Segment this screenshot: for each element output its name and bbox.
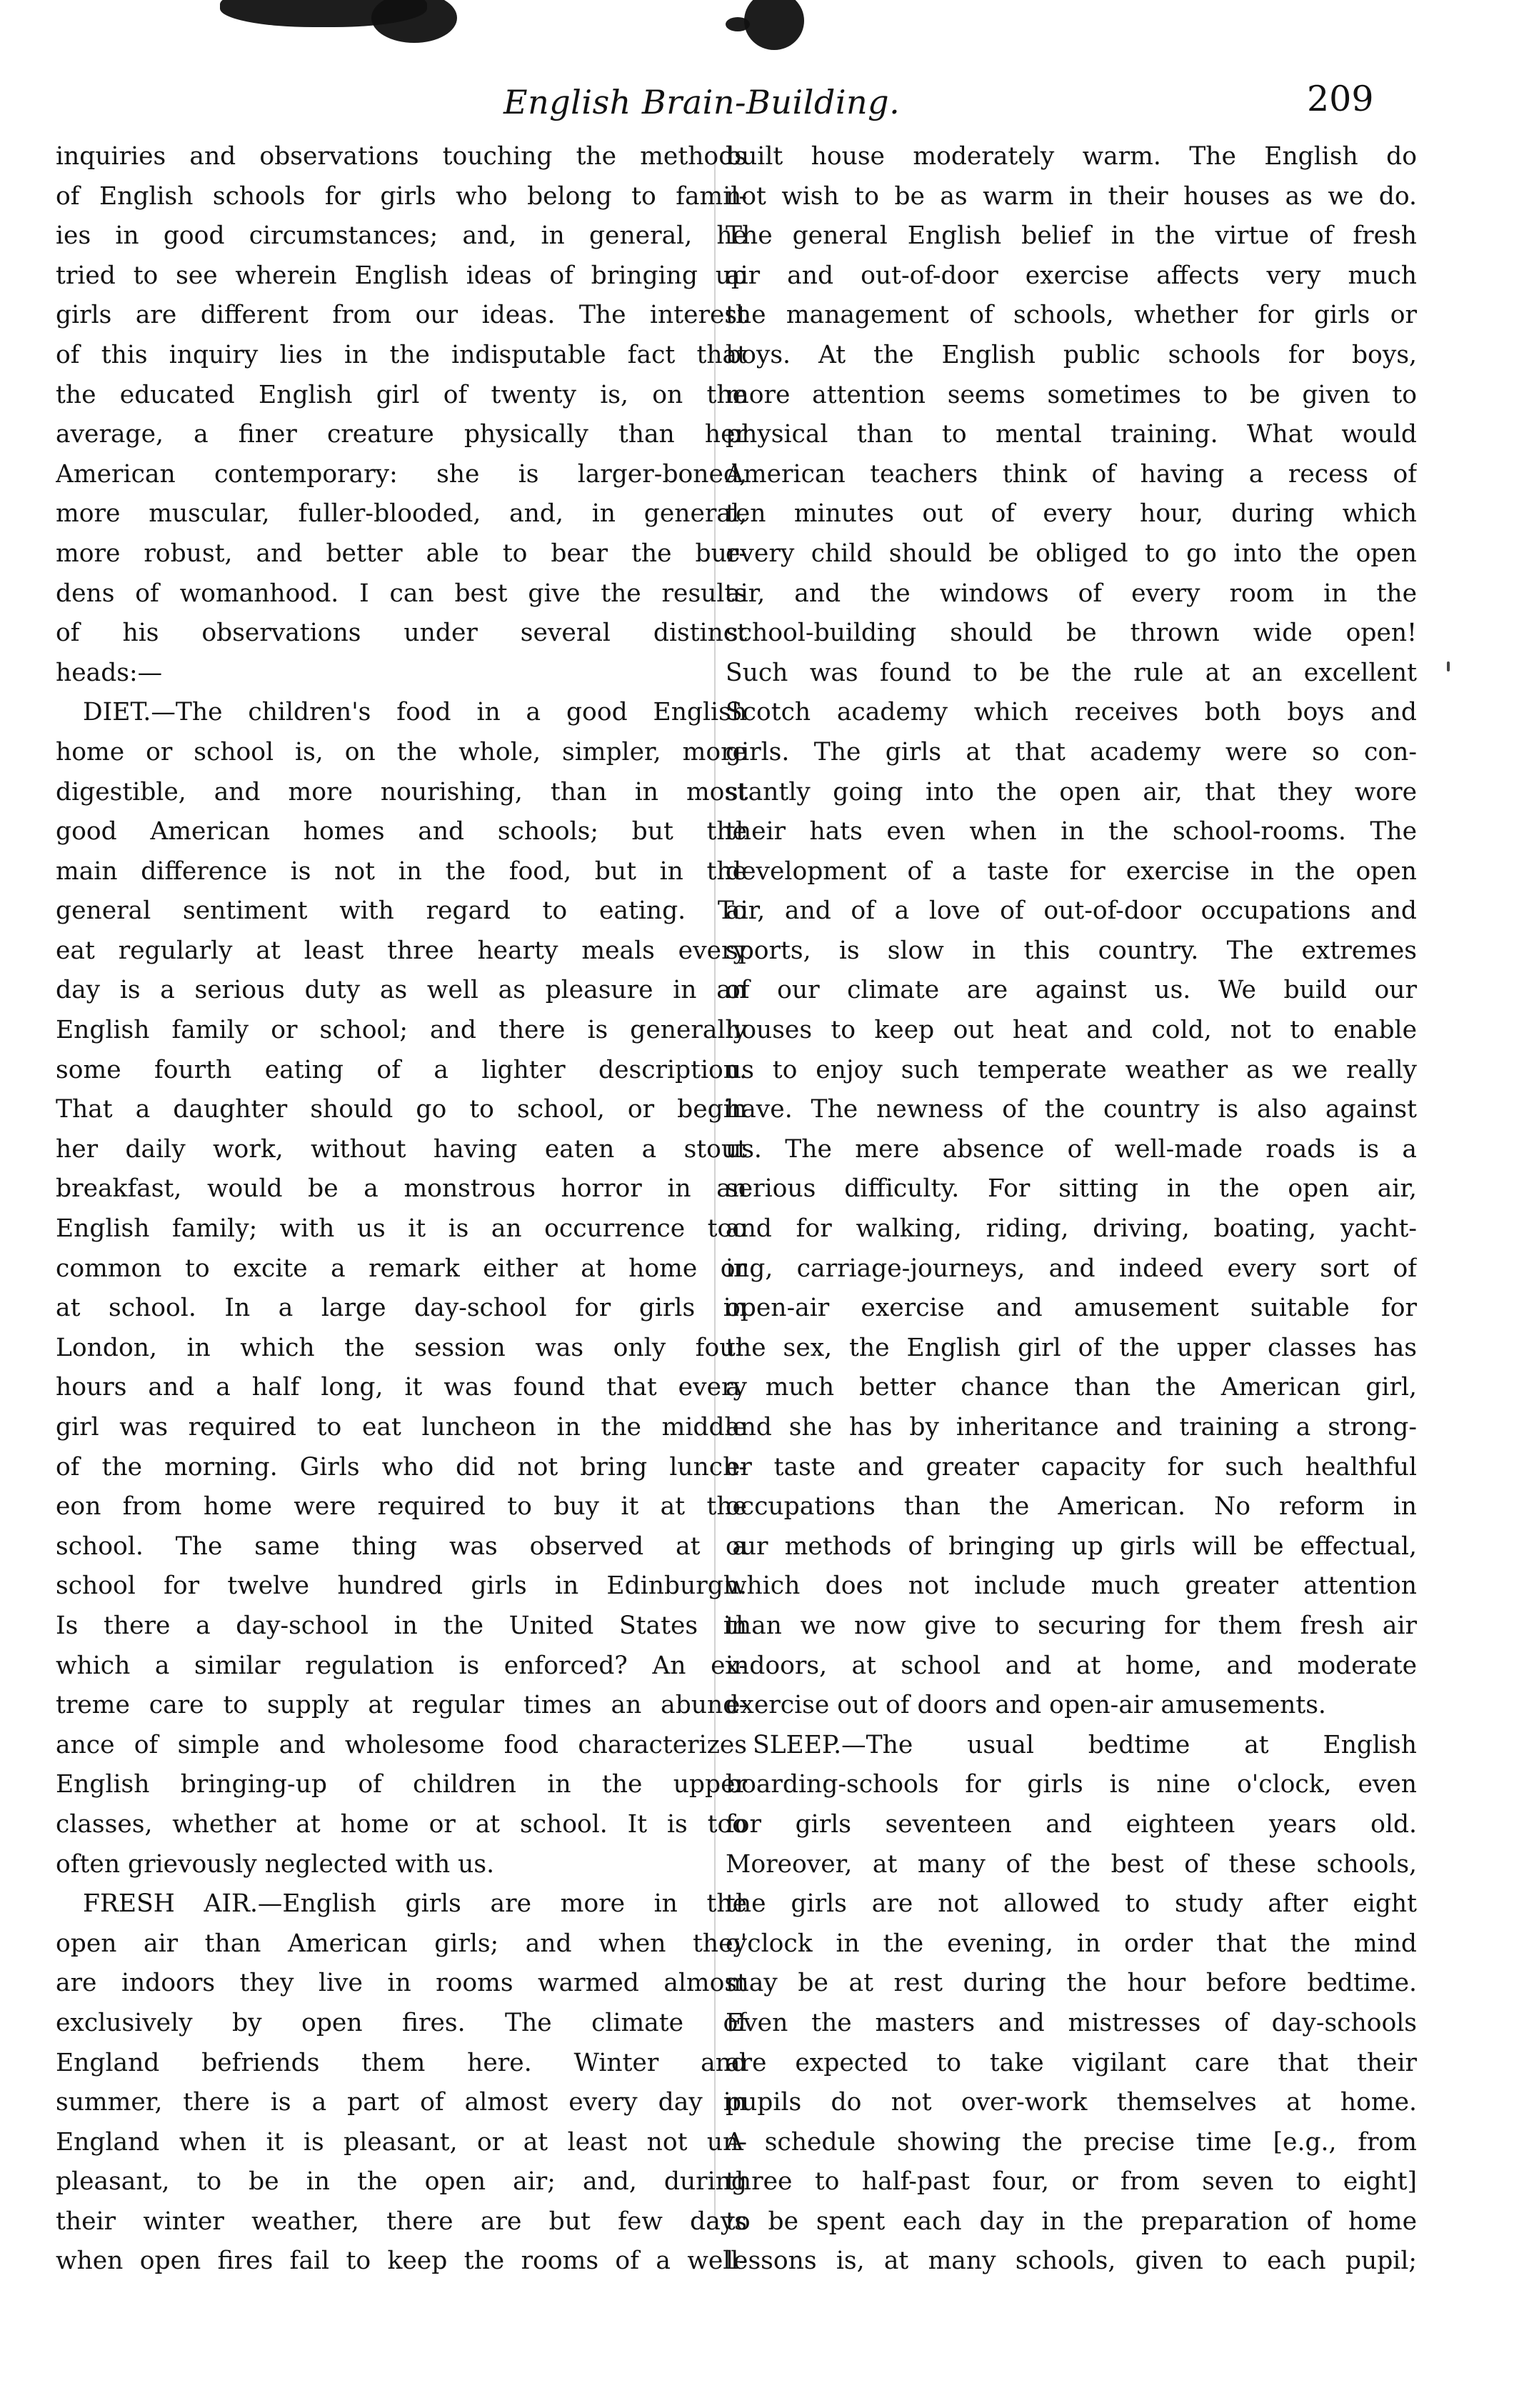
running-head: English Brain-Building. bbox=[503, 83, 901, 121]
text-line: open air than American girls; and when they bbox=[56, 1929, 747, 1958]
text-line: treme care to supply at regular times an abund- bbox=[56, 1691, 747, 1720]
text-line: and she has by inheritance and training a strong- bbox=[726, 1413, 1417, 1442]
text-line: her daily work, without having eaten a stout bbox=[56, 1134, 747, 1164]
text-line: pleasant, to be in the open air; and, during bbox=[56, 2167, 747, 2197]
text-line: for girls seventeen and eighteen years old. bbox=[726, 1809, 1417, 1839]
text-line: school. The same thing was observed at a bbox=[56, 1532, 747, 1561]
text-line: stantly going into the open air, that they wore bbox=[726, 777, 1417, 806]
text-line: physical than to mental training. What would bbox=[726, 420, 1417, 449]
scan-smudge bbox=[371, 0, 457, 43]
text-line: er taste and greater capacity for such healthful bbox=[726, 1452, 1417, 1482]
text-line: England befriends them here. Winter and bbox=[56, 2048, 747, 2077]
text-line: have. The newness of the country is also against bbox=[726, 1095, 1417, 1124]
text-line: summer, there is a part of almost every day in bbox=[56, 2088, 747, 2117]
text-line: often grievously neglected with us. bbox=[56, 1849, 495, 1879]
text-line: indoors, at school and at home, and moderate bbox=[726, 1651, 1417, 1680]
text-line: good American homes and schools; but the bbox=[56, 817, 747, 846]
text-line: more attention seems sometimes to be given to bbox=[726, 380, 1417, 409]
text-line: us. The mere absence of well-made roads is a bbox=[726, 1134, 1417, 1164]
paragraph-diet-start: DIET.—The children's food in a good English bbox=[83, 698, 747, 727]
text-line: some fourth eating of a lighter description. bbox=[56, 1055, 747, 1084]
text-line: serious difficulty. For sitting in the open air, bbox=[726, 1174, 1417, 1204]
text-line: our methods of bringing up girls will be effectual, bbox=[726, 1532, 1417, 1561]
text-line: boarding-schools for girls is nine o'clock, even bbox=[726, 1770, 1417, 1799]
text-line: are expected to take vigilant care that their bbox=[726, 2048, 1417, 2077]
text-line: the sex, the English girl of the upper classes has bbox=[726, 1333, 1417, 1362]
text-line: hours and a half long, it was found that every bbox=[56, 1373, 747, 1402]
text-line: ies in good circumstances; and, in general, he bbox=[56, 221, 747, 251]
text-line: exercise out of doors and open-air amusements. bbox=[726, 1691, 1326, 1720]
text-line: three to half-past four, or from seven to eight] bbox=[726, 2167, 1417, 2197]
text-line: pupils do not over-work themselves at home. bbox=[726, 2088, 1417, 2117]
text-line: Moreover, at many of the best of these schools, bbox=[726, 1849, 1417, 1879]
text-line: air and out-of-door exercise affects very much bbox=[726, 261, 1417, 290]
text-line: boys. At the English public schools for boys, bbox=[726, 340, 1417, 369]
text-line: eat regularly at least three hearty meals every bbox=[56, 936, 747, 965]
text-line: occupations than the American. No reform in bbox=[726, 1492, 1417, 1522]
text-line: ing, carriage-journeys, and indeed every sort of bbox=[726, 1254, 1417, 1283]
text-line: the girls are not allowed to study after eight bbox=[726, 1889, 1417, 1919]
text-line: English family; with us it is an occurrence too bbox=[56, 1214, 747, 1244]
text-line: girl was required to eat luncheon in the middle bbox=[56, 1413, 747, 1442]
text-line: eon from home were required to buy it at the bbox=[56, 1492, 747, 1522]
text-line: heads:— bbox=[56, 658, 163, 687]
text-line: Such was found to be the rule at an excellent bbox=[726, 658, 1417, 687]
text-line: American contemporary: she is larger-boned, bbox=[56, 459, 747, 489]
text-line: main difference is not in the food, but in the bbox=[56, 856, 747, 886]
text-line: at school. In a large day-school for girls in bbox=[56, 1294, 747, 1323]
text-line: may be at rest during the hour before bedtime. bbox=[726, 1969, 1417, 1998]
text-line: ance of simple and wholesome food characterizes bbox=[56, 1730, 747, 1759]
text-line: of English schools for girls who belong to famil- bbox=[56, 181, 747, 211]
text-line: built house moderately warm. The English do bbox=[726, 142, 1417, 171]
text-line: England when it is pleasant, or at least not un- bbox=[56, 2127, 747, 2157]
text-line: English bringing-up of children in the upper bbox=[56, 1770, 747, 1799]
text-line: the management of schools, whether for girls or bbox=[726, 301, 1417, 330]
text-line: more muscular, fuller-blooded, and, in general, bbox=[56, 499, 747, 529]
text-line: and for walking, riding, driving, boating, yacht- bbox=[726, 1214, 1417, 1244]
text-line: not wish to be as warm in their houses as we do. bbox=[726, 181, 1417, 211]
text-line: school for twelve hundred girls in Edinburgh. bbox=[56, 1572, 747, 1601]
text-line: more robust, and better able to bear the bur- bbox=[56, 539, 747, 568]
text-line: air, and the windows of every room in the bbox=[726, 579, 1417, 608]
text-line: school-building should be thrown wide open! bbox=[726, 619, 1417, 648]
text-line: home or school is, on the whole, simpler, more bbox=[56, 737, 747, 766]
paragraph-sleep-start: SLEEP.—The usual bedtime at English bbox=[753, 1730, 1417, 1759]
text-line: American teachers think of having a recess of bbox=[726, 459, 1417, 489]
text-line: to be spent each day in the preparation of home bbox=[726, 2207, 1417, 2236]
text-line: us to enjoy such temperate weather as we really bbox=[726, 1055, 1417, 1084]
text-line: That a daughter should go to school, or begin bbox=[56, 1095, 747, 1124]
text-line: the educated English girl of twenty is, on the bbox=[56, 380, 747, 409]
text-line: girls. The girls at that academy were so con- bbox=[726, 737, 1417, 766]
text-line: than we now give to securing for them fresh air bbox=[726, 1611, 1417, 1640]
text-line: inquiries and observations touching the methods bbox=[56, 142, 747, 171]
text-line: Is there a day-school in the United States in bbox=[56, 1611, 747, 1640]
left-text-column bbox=[56, 137, 747, 2282]
text-line: every child should be obliged to go into the open bbox=[726, 539, 1417, 568]
page-number: 209 bbox=[1307, 79, 1374, 119]
text-line: general sentiment with regard to eating. To bbox=[56, 896, 747, 926]
text-line: London, in which the session was only four bbox=[56, 1333, 747, 1362]
text-line: digestible, and more nourishing, than in most bbox=[56, 777, 747, 806]
text-line: their winter weather, there are but few days bbox=[56, 2207, 747, 2236]
text-line: of our climate are against us. We build our bbox=[726, 976, 1417, 1005]
text-line: ten minutes out of every hour, during which bbox=[726, 499, 1417, 529]
text-line: open-air exercise and amusement suitable for bbox=[726, 1294, 1417, 1323]
text-line: classes, whether at home or at school. It is too bbox=[56, 1809, 747, 1839]
text-line: The general English belief in the virtue of fresh bbox=[726, 221, 1417, 251]
text-line: day is a serious duty as well as pleasure in an bbox=[56, 976, 747, 1005]
text-line: Scotch academy which receives both boys and bbox=[726, 698, 1417, 727]
scan-smudge bbox=[726, 17, 750, 31]
text-line: English family or school; and there is generally bbox=[56, 1016, 747, 1045]
scan-speck bbox=[1447, 661, 1450, 671]
text-line: dens of womanhood. I can best give the results bbox=[56, 579, 747, 608]
text-line: tried to see wherein English ideas of bringing up bbox=[56, 261, 747, 290]
text-line: breakfast, would be a monstrous horror in an bbox=[56, 1174, 747, 1204]
scan-smudge bbox=[744, 0, 804, 50]
text-line: houses to keep out heat and cold, not to enable bbox=[726, 1016, 1417, 1045]
text-line: which a similar regulation is enforced? An ex- bbox=[56, 1651, 747, 1680]
paragraph-fresh-air-start: FRESH AIR.—English girls are more in the bbox=[83, 1889, 747, 1919]
text-line: Even the masters and mistresses of day-schools bbox=[726, 2008, 1417, 2037]
text-line: girls are different from our ideas. The interest bbox=[56, 301, 747, 330]
text-line: exclusively by open fires. The climate of bbox=[56, 2008, 747, 2037]
text-line: development of a taste for exercise in the open bbox=[726, 856, 1417, 886]
text-line: o'clock in the evening, in order that the mind bbox=[726, 1929, 1417, 1958]
text-line: sports, is slow in this country. The extremes bbox=[726, 936, 1417, 965]
text-line: of his observations under several distinct bbox=[56, 619, 747, 648]
text-line: are indoors they live in rooms warmed almost bbox=[56, 1969, 747, 1998]
text-line: air, and of a love of out-of-door occupations and bbox=[726, 896, 1417, 926]
text-line: which does not include much greater attention bbox=[726, 1572, 1417, 1601]
text-line: of this inquiry lies in the indisputable fact that bbox=[56, 340, 747, 369]
text-line: lessons is, at many schools, given to each pupil; bbox=[726, 2247, 1417, 2276]
text-line: their hats even when in the school-rooms. The bbox=[726, 817, 1417, 846]
text-line: average, a finer creature physically than her bbox=[56, 420, 747, 449]
text-line: a much better chance than the American girl, bbox=[726, 1373, 1417, 1402]
text-line: when open fires fail to keep the rooms of a well- bbox=[56, 2247, 747, 2276]
text-line: of the morning. Girls who did not bring lunch- bbox=[56, 1452, 747, 1482]
text-line: A schedule showing the precise time [e.g., from bbox=[726, 2127, 1417, 2157]
text-line: common to excite a remark either at home or bbox=[56, 1254, 747, 1283]
right-text-column bbox=[726, 137, 1417, 2282]
